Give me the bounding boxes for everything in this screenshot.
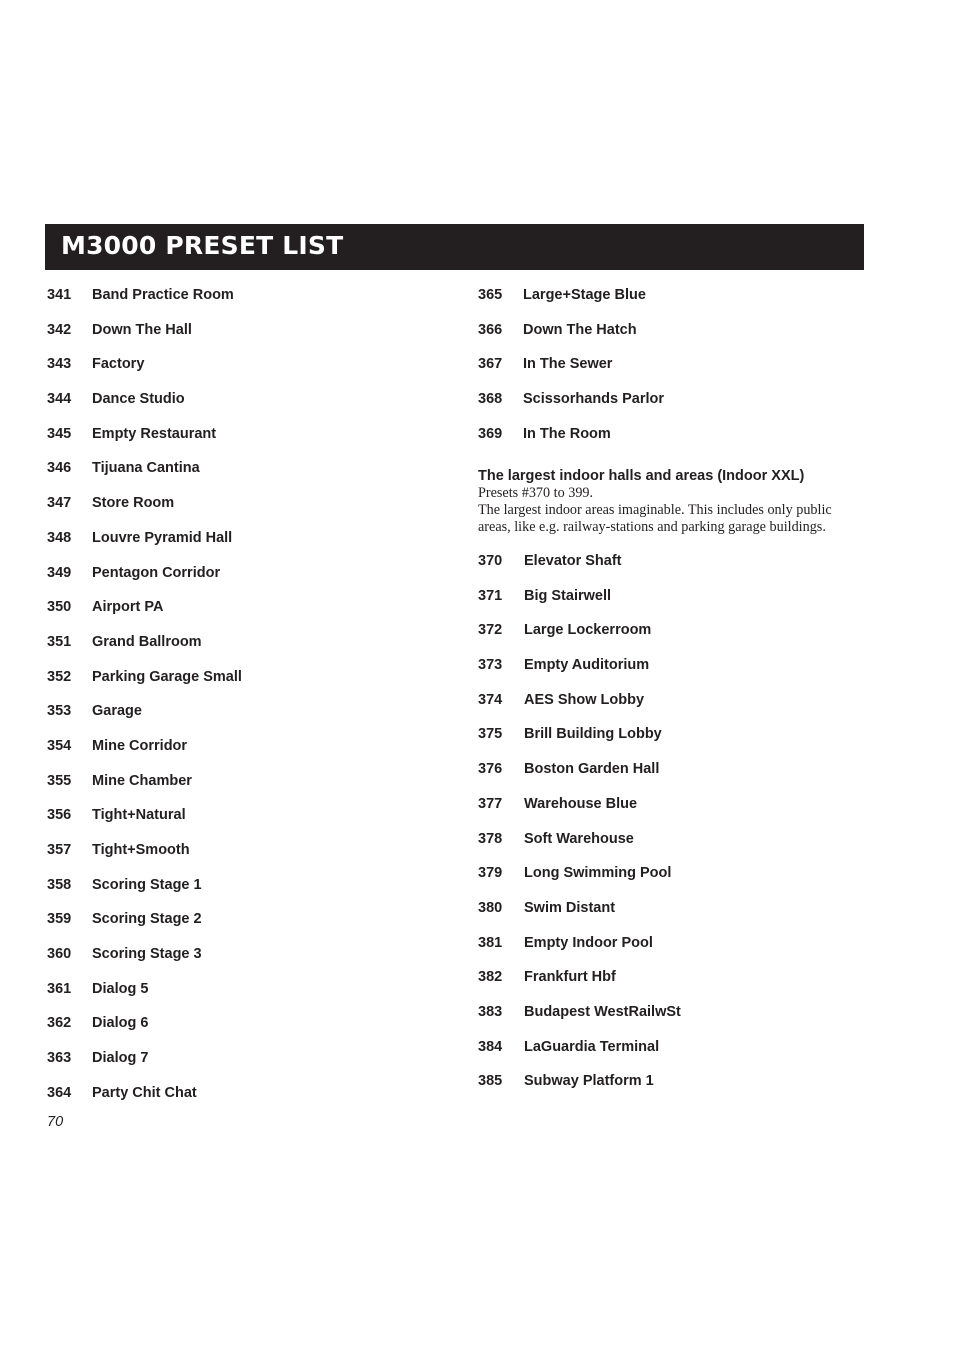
preset-name: Dialog 7: [92, 1050, 149, 1067]
preset-row: [478, 1038, 878, 1073]
preset-number: 368: [478, 391, 503, 408]
preset-name: Tight+Natural: [92, 807, 186, 824]
preset-row: [478, 656, 878, 691]
preset-name: Louvre Pyramid Hall: [92, 529, 233, 546]
preset-name: Scoring Stage 1: [92, 876, 202, 893]
preset-row: [478, 864, 878, 899]
preset-row: [478, 355, 878, 390]
preset-row: [478, 621, 878, 656]
preset-number: 367: [478, 356, 503, 373]
preset-name: Empty Indoor Pool: [524, 934, 653, 951]
page-number: 70: [47, 1114, 64, 1130]
preset-name: Grand Ballroom: [92, 633, 202, 650]
preset-row: [47, 459, 447, 494]
preset-number: 385: [478, 1073, 503, 1090]
preset-row: [478, 725, 878, 760]
preset-name: Airport PA: [92, 599, 164, 616]
preset-row: [47, 841, 447, 876]
preset-number: 365: [478, 287, 503, 303]
preset-number: 351: [47, 633, 72, 650]
preset-name: Band Practice Room: [92, 287, 234, 303]
preset-row: [478, 390, 878, 425]
preset-number: 369: [478, 425, 503, 442]
preset-row: [47, 702, 447, 737]
preset-number: 356: [47, 807, 72, 824]
preset-row: [47, 910, 447, 945]
preset-name: Elevator Shaft: [524, 553, 622, 569]
preset-row: [47, 945, 447, 980]
preset-name: Scoring Stage 2: [92, 911, 202, 928]
preset-number: 381: [478, 934, 503, 951]
section-heading: The largest indoor halls and areas (Indoor XXL): [478, 468, 805, 484]
preset-number: 357: [47, 842, 72, 858]
preset-row: [47, 390, 447, 425]
preset-row: [47, 529, 447, 564]
preset-name: Empty Restaurant: [92, 425, 217, 442]
preset-row: [478, 830, 878, 865]
preset-row: [47, 1049, 447, 1084]
preset-row: [478, 795, 878, 830]
preset-number: 353: [47, 703, 72, 720]
preset-name: Mine Chamber: [92, 772, 192, 789]
preset-number: 375: [478, 726, 503, 743]
preset-number: 374: [478, 691, 503, 708]
preset-number: 382: [478, 969, 503, 986]
preset-name: Dialog 6: [92, 1015, 149, 1032]
preset-row: [47, 668, 447, 703]
preset-name: Frankfurt Hbf: [524, 969, 616, 986]
preset-name: Parking Garage Small: [92, 668, 242, 685]
preset-name: Subway Platform 1: [524, 1073, 654, 1090]
preset-row: [478, 1003, 878, 1038]
right-preset-list-top: [478, 286, 878, 459]
preset-row: [478, 321, 878, 356]
preset-number: 384: [478, 1038, 503, 1055]
preset-row: [478, 760, 878, 795]
preset-number: 371: [478, 587, 503, 604]
preset-name: Swim Distant: [524, 899, 616, 916]
preset-row: [47, 598, 447, 633]
preset-name: Mine Corridor: [92, 737, 188, 754]
preset-name: Scoring Stage 3: [92, 946, 202, 963]
preset-number: 342: [47, 321, 72, 338]
preset-number: 358: [47, 876, 72, 893]
preset-number: 380: [478, 899, 503, 916]
preset-number: 363: [47, 1050, 72, 1067]
preset-number: 370: [478, 553, 503, 569]
page-title: M3000 PRESET LIST: [61, 231, 344, 260]
section-description-line-1: The largest indoor areas imaginable. This includes only public: [478, 502, 832, 518]
preset-row: [478, 934, 878, 969]
preset-name: Down The Hatch: [523, 321, 637, 338]
preset-row: [478, 899, 878, 934]
preset-name: Store Room: [92, 495, 175, 512]
preset-row: [478, 691, 878, 726]
preset-row: [47, 355, 447, 390]
preset-number: 377: [478, 795, 503, 812]
preset-row: [47, 494, 447, 529]
preset-row: [47, 1084, 447, 1119]
preset-name: In The Room: [523, 425, 611, 442]
preset-number: 355: [47, 772, 72, 789]
preset-row: [478, 552, 878, 587]
preset-number: 364: [47, 1084, 72, 1101]
preset-number: 361: [47, 980, 72, 997]
preset-name: LaGuardia Terminal: [524, 1038, 660, 1055]
preset-name: Large Lockerroom: [524, 622, 652, 639]
preset-name: Warehouse Blue: [524, 795, 638, 812]
preset-number: 350: [47, 599, 72, 616]
section-range: Presets #370 to 399.: [478, 485, 594, 501]
preset-name: Big Stairwell: [524, 587, 612, 604]
preset-name: Down The Hall: [92, 321, 192, 338]
preset-row: [47, 980, 447, 1015]
preset-row: [47, 737, 447, 772]
preset-name: Budapest WestRailwSt: [524, 1003, 681, 1020]
preset-number: 343: [47, 356, 72, 373]
preset-number: 346: [47, 460, 72, 477]
left-preset-list: [47, 286, 447, 1119]
preset-name: Factory: [92, 356, 145, 373]
preset-name: Scissorhands Parlor: [523, 391, 665, 408]
preset-row: [47, 425, 447, 460]
preset-row: [47, 564, 447, 599]
preset-name: Long Swimming Pool: [524, 865, 672, 882]
preset-number: 362: [47, 1015, 72, 1032]
preset-number: 344: [47, 391, 72, 408]
preset-number: 354: [47, 737, 72, 754]
preset-number: 348: [47, 529, 72, 546]
preset-row: [47, 876, 447, 911]
preset-name: Dialog 5: [92, 980, 149, 997]
preset-number: 376: [478, 761, 503, 778]
preset-name: AES Show Lobby: [524, 691, 645, 708]
preset-number: 341: [47, 287, 72, 303]
section-indoor-xxl: [478, 467, 858, 536]
preset-name: Dance Studio: [92, 391, 185, 408]
preset-name: Empty Auditorium: [524, 657, 650, 674]
preset-number: 379: [478, 865, 503, 882]
preset-row: [478, 968, 878, 1003]
preset-number: 383: [478, 1003, 503, 1020]
preset-row: [478, 1072, 878, 1107]
preset-number: 347: [47, 495, 72, 512]
preset-row: [478, 587, 878, 622]
preset-number: 360: [47, 946, 72, 963]
preset-name: Tijuana Cantina: [92, 460, 200, 477]
right-preset-list-bottom: [478, 552, 878, 1107]
preset-name: Tight+Smooth: [92, 842, 190, 858]
preset-name: Boston Garden Hall: [524, 761, 660, 778]
preset-number: 373: [478, 657, 503, 674]
preset-number: 352: [47, 668, 72, 685]
preset-row: [47, 1014, 447, 1049]
preset-name: Garage: [92, 703, 142, 720]
preset-number: 345: [47, 425, 72, 442]
preset-name: Pentagon Corridor: [92, 564, 221, 581]
preset-row: [478, 425, 878, 460]
preset-number: 359: [47, 911, 72, 928]
preset-row: [47, 286, 447, 321]
preset-row: [47, 772, 447, 807]
preset-name: Party Chit Chat: [92, 1084, 197, 1101]
preset-row: [47, 321, 447, 356]
title-bar: [45, 224, 864, 270]
section-description-line-2: areas, like e.g. railway-stations and parking garage buildings.: [478, 519, 826, 535]
preset-number: 366: [478, 321, 503, 338]
preset-number: 372: [478, 622, 503, 639]
preset-name: Soft Warehouse: [524, 830, 634, 847]
preset-number: 349: [47, 564, 72, 581]
preset-name: Brill Building Lobby: [524, 726, 662, 743]
preset-row: [478, 286, 878, 321]
preset-row: [47, 633, 447, 668]
preset-name: In The Sewer: [523, 356, 613, 373]
preset-name: Large+Stage Blue: [523, 287, 646, 303]
preset-number: 378: [478, 830, 503, 847]
preset-row: [47, 806, 447, 841]
